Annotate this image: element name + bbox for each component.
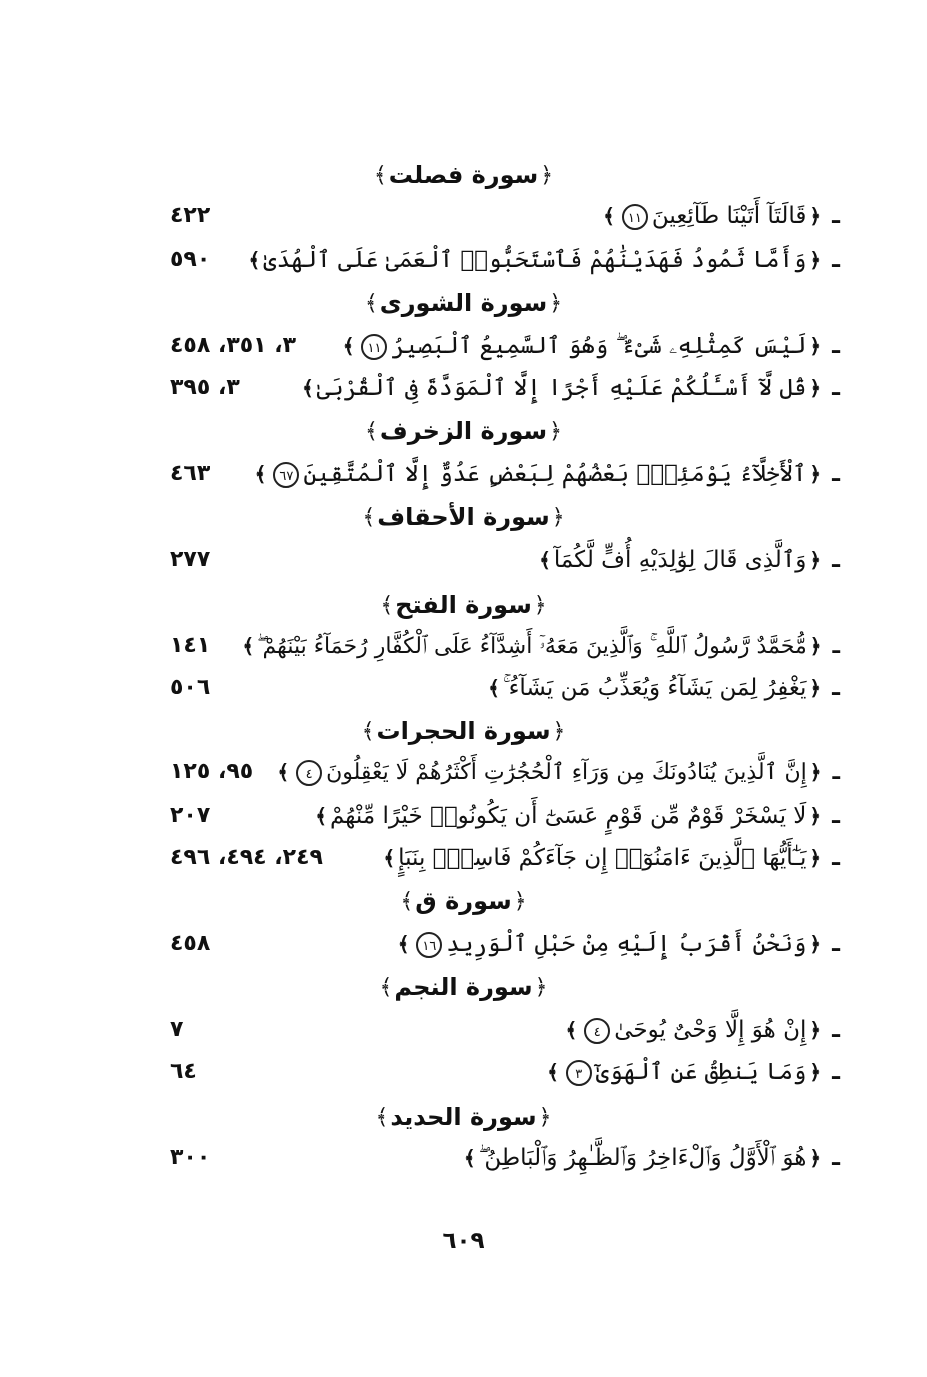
index-entry [160,752,840,792]
ornament-icon: ﴿ [549,419,563,444]
index-entry [160,1052,840,1092]
page-refs: ٤٥٨ [170,931,211,956]
verse-text: ـ﴿يَغْفِرُ لِمَن يَشَآءُ وَيُعَذِّبُ مَن يَشَآءُ ۚ﴾ [488,675,840,701]
ornament-icon: ﴿ [534,975,548,1000]
page-refs: ٥٩٠ [170,247,211,272]
ornament-icon: ﴿ [551,505,565,530]
ornament-icon: ﴿ [552,719,566,744]
index-entry [160,240,840,280]
index-entry [160,796,840,836]
ayah-number-badge: ١١ [361,334,387,360]
ayah-number-badge: ٦٧ [273,462,299,488]
ornament-icon: ﴿ [540,163,554,188]
index-entry [160,626,840,666]
page-refs: ٣، ٣٩٥ [170,375,240,400]
section-heading: ﴿سورة الأحقاف﴾ [0,500,927,534]
ornament-icon: ﴾ [379,975,393,1000]
section-heading: ﴿سورة الشورى﴾ [0,286,927,320]
index-entry [160,1010,840,1050]
ayah-number-badge: ١٦ [416,932,442,958]
verse-text: ـ﴿وَنَحْنُ أَقْرَبُ إِلَيْهِ مِنْ حَبْلِ ٱلْوَرِيدِ١٦﴾ [397,931,840,957]
verse-text: ـ﴿يَـٰٓأَيُّهَا ٱلَّذِينَ ءَامَنُوٓا۟ إِن جَآءَكُمْ فَاسِقٌۢ بِنَبَإٍ﴾ [383,845,840,871]
page-refs: ٢٧٧ [170,547,211,572]
ayah-number-badge: ٤ [584,1018,610,1044]
verse-text: ـ﴿ٱلْأَخِلَّآءُ يَوْمَئِذٍۭ بَعْضُهُمْ لِبَعْضٍ عَدُوٌّ إِلَّا ٱلْمُتَّقِينَ٦٧﴾ [254,461,840,487]
ornament-icon: ﴾ [364,291,378,316]
ornament-icon: ﴾ [380,593,394,618]
page-refs: ٥٠٦ [170,675,211,700]
ayah-number-badge: ٤ [296,760,322,786]
section-heading: ﴿سورة فصلت﴾ [0,158,927,192]
index-entry [160,196,840,236]
section-heading: ﴿سورة الفتح﴾ [0,588,927,622]
verse-text: ـ﴿هُوَ ٱلْأَوَّلُ وَٱلْءَاخِرُ وَٱلظَّـٰهِرُ وَٱلْبَاطِنُ ۖ﴾ [463,1145,840,1171]
ayah-number-badge: ١١ [622,204,648,230]
section-heading: ﴿سورة الزخرف﴾ [0,414,927,448]
section-heading: ﴿سورة النجم﴾ [0,970,927,1004]
index-entry [160,668,840,708]
verse-text: ـ﴿وَمَا يَنطِقُ عَنِ ٱلْهَوَىٰٓ٣﴾ [547,1059,840,1085]
verse-text: ـ﴿لَا يَسْخَرْ قَوْمٌ مِّن قَوْمٍ عَسَىٰٓ أَن يَكُونُوا۟ خَيْرًا مِّنْهُمْ﴾ [315,803,840,829]
page-refs: ٤٦٣ [170,461,211,486]
verse-text: ـ﴿وَٱلَّذِى قَالَ لِوَٰلِدَيْهِ أُفٍّ لَّكُمَآ﴾ [539,547,840,573]
page-refs: ٩٥، ١٢٥ [170,759,254,784]
page-refs: ١٤١ [170,633,211,658]
index-entry [160,540,840,580]
page-refs: ٣، ٣٥١، ٤٥٨ [170,333,297,358]
index-entry [160,368,840,408]
verse-text: ـ﴿قُل لَّآ أَسْـَٔلُكُمْ عَلَيْهِ أَجْرًا إِلَّا ٱلْمَوَدَّةَ فِى ٱلْقُرْبَىٰ﴾ [301,375,840,401]
ornament-icon: ﴾ [400,889,414,914]
verse-text: ـ﴿إِنْ هُوَ إِلَّا وَحْىٌ يُوحَىٰ٤﴾ [565,1017,840,1043]
index-entry [160,924,840,964]
ornament-icon: ﴾ [364,419,378,444]
ornament-icon: ﴿ [533,593,547,618]
index-entry [160,326,840,366]
verse-text: ـ﴿لَيْسَ كَمِثْلِهِۦ شَىْءٌ ۖ وَهُوَ ٱلسَّمِيعُ ٱلْبَصِيرُ١١﴾ [342,333,840,359]
verse-text: ـ﴿وَأَمَّا ثَمُودُ فَهَدَيْنَٰهُمْ فَٱسْتَحَبُّوا۟ ٱلْعَمَىٰ عَلَى ٱلْهُدَىٰ﴾ [248,247,840,273]
ornament-icon: ﴾ [362,505,376,530]
index-entry [160,454,840,494]
ornament-icon: ﴿ [513,889,527,914]
page-refs: ٦٤ [170,1059,197,1084]
page-refs: ٣٠٠ [170,1145,211,1170]
page-refs: ٢٠٧ [170,803,211,828]
ornament-icon: ﴾ [375,1105,389,1130]
page-refs: ٧ [170,1017,184,1042]
index-entry [160,1138,840,1178]
ornament-icon: ﴿ [549,291,563,316]
verse-text: ـ﴿إِنَّ ٱلَّذِينَ يُنَادُونَكَ مِن وَرَآءِ ٱلْحُجُرَٰتِ أَكْثَرُهُمْ لَا يَعْقِلُونَ٤﴾ [277,760,840,785]
ornament-icon: ﴿ [538,1105,552,1130]
index-entry [160,838,840,878]
page-number: ٦٠٩ [442,1228,485,1254]
ornament-icon: ﴾ [373,163,387,188]
ornament-icon: ﴾ [361,719,375,744]
section-heading: ﴿سورة الحديد﴾ [0,1100,927,1134]
verse-text: ـ﴿مُّحَمَّدٌ رَّسُولُ ٱللَّهِ ۚ وَٱلَّذِينَ مَعَهُۥٓ أَشِدَّآءُ عَلَى ٱلْكُفَّارِ رُحَمَآءُ بَيْنَهُمْ ۖ﴾ [242,634,840,659]
verse-text: ـ﴿قَالَتَآ أَتَيْنَا طَآئِعِينَ١١﴾ [603,203,840,229]
page-refs: ٤٢٢ [170,203,211,228]
section-heading: ﴿سورة ق﴾ [0,884,927,918]
ayah-number-badge: ٣ [566,1060,592,1086]
page-refs: ٢٤٩، ٤٩٤، ٤٩٦ [170,845,323,870]
section-heading: ﴿سورة الحجرات﴾ [0,714,927,748]
